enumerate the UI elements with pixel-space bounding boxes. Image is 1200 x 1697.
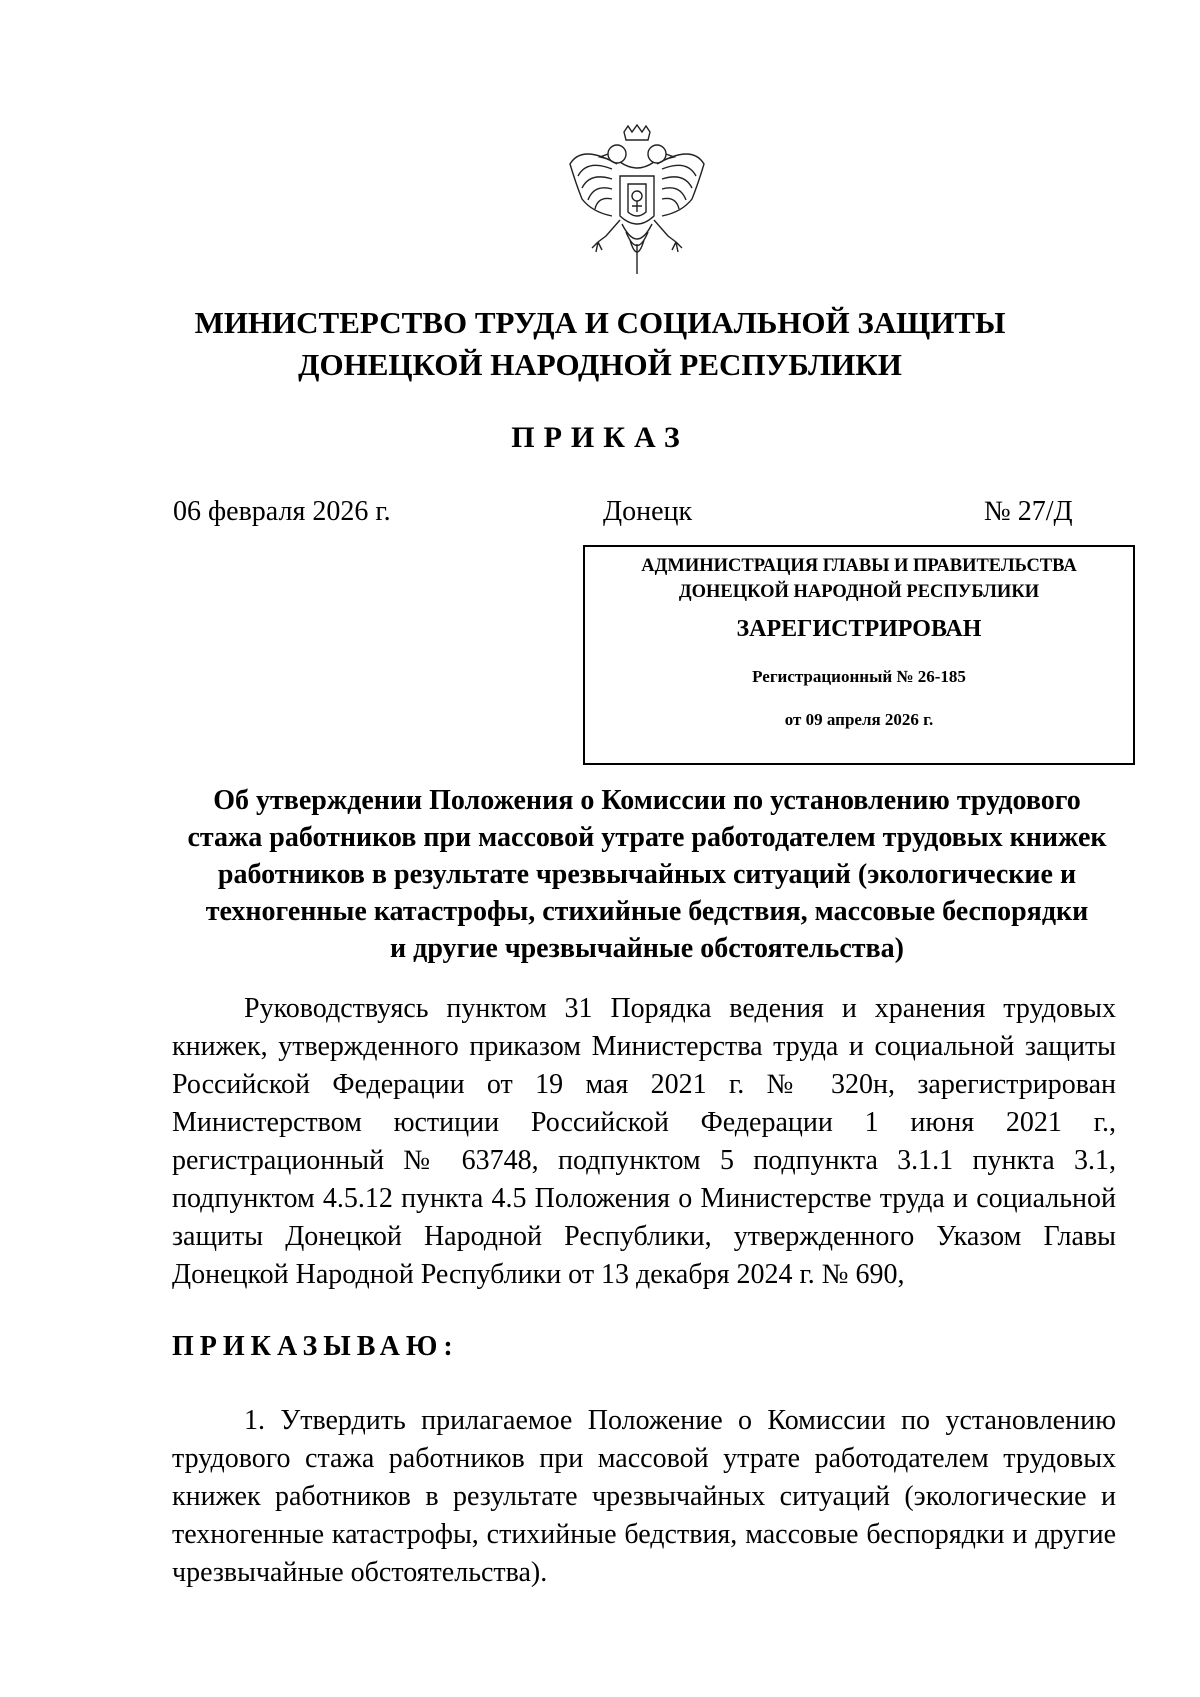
subject-line: и другие чрезвычайные обстоятельства) — [390, 933, 904, 964]
subject-line: работников в результате чрезвычайных ситуаций (экологические и — [217, 859, 1077, 890]
order-city: Донецк — [603, 496, 693, 527]
registration-authority-line2: ДОНЕЦКОЙ НАРОДНОЙ РЕСПУБЛИКИ — [678, 582, 1040, 602]
registration-number: Регистрационный № 26-185 — [752, 667, 966, 686]
registration-authority — [585, 553, 1133, 605]
subject-line: техногенные катастрофы, стихийные бедствия, массовые беспорядки — [205, 896, 1089, 927]
registration-stamp — [583, 545, 1135, 765]
ministry-name — [0, 302, 1200, 386]
order-number: № 27/Д — [984, 496, 1073, 527]
order-item-1: 1. Утвердить прилагаемое Положение о Комиссии по установлению трудового стажа работников при массовой утрате работодателем трудовых книжек работников в результате чрезвычайных ситуаций (экологические и техногенные катастрофы, стихийные бедствия, массовые беспорядки и другие чрезвычайные обстоятельства). — [172, 1405, 1116, 1588]
coat-of-arms-icon — [562, 124, 712, 284]
preamble-paragraph: Руководствуясь пунктом 31 Порядка ведения и хранения трудовых книжек, утвержденного приказом Министерства труда и социальной защиты Российской Федерации от 19 мая 2021 г. № 320н, зарегистрирован Министерством юстиции Российской Федерации 1 июня 2021 г., регистрационный № 63748, подпунктом 5 подпункта 3.1.1 пункта 3.1, подпунктом 4.5.12 пункта 4.5 Положения о Министерстве труда и социальной защиты Донецкой Народной Республики, утвержденного Указом Главы Донецкой Народной Республики от 13 декабря 2024 г. № 690, — [172, 993, 1116, 1290]
ministry-name-line1: МИНИСТЕРСТВО ТРУДА И СОЦИАЛЬНОЙ ЗАЩИТЫ — [194, 305, 1006, 340]
order-subject-heading — [172, 782, 1122, 967]
registration-date: от 09 апреля 2026 г. — [784, 710, 934, 729]
ministry-name-line2: ДОНЕЦКОЙ НАРОДНОЙ РЕСПУБЛИКИ — [298, 347, 902, 382]
registration-status: ЗАРЕГИСТРИРОВАН — [736, 616, 982, 642]
registration-authority-line1: АДМИНИСТРАЦИЯ ГЛАВЫ И ПРАВИТЕЛЬСТВА — [641, 556, 1077, 576]
document-type-title: ПРИКАЗ — [511, 421, 689, 454]
decree-word: ПРИКАЗЫВАЮ: — [172, 1331, 459, 1362]
subject-line: Об утверждении Положения о Комиссии по установлению трудового — [213, 785, 1081, 816]
order-date: 06 февраля 2026 г. — [173, 496, 391, 527]
subject-line: стажа работников при массовой утрате работодателем трудовых книжек — [187, 822, 1107, 853]
